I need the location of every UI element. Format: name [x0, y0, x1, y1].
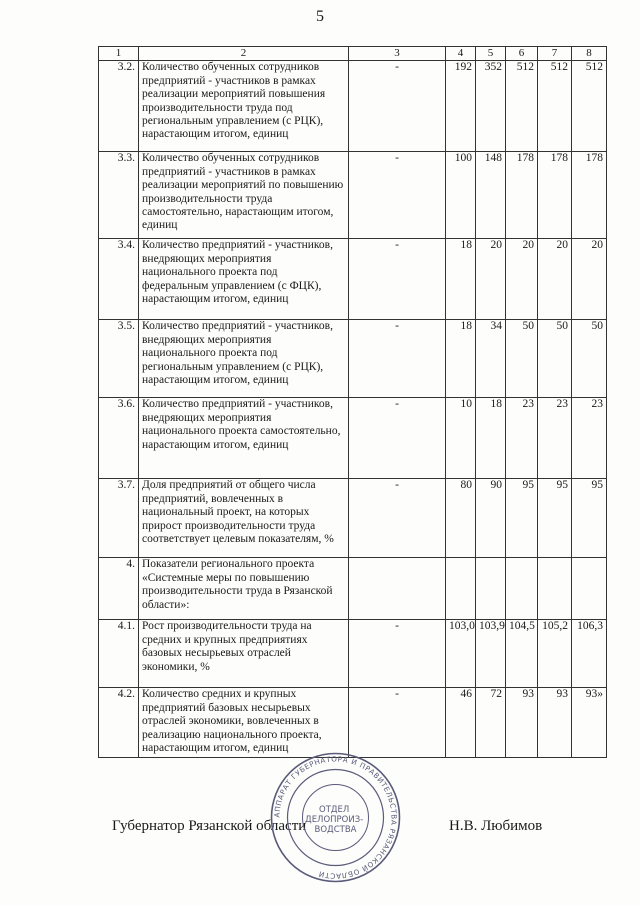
- row-number: 3.4.: [99, 239, 139, 320]
- year-value: 20: [476, 239, 506, 320]
- header-cell: 5: [476, 47, 506, 61]
- year-value: [506, 558, 538, 620]
- base-value: -: [349, 620, 446, 688]
- year-value: 104,5: [506, 620, 538, 688]
- year-value: 18: [446, 320, 476, 398]
- year-value: 512: [538, 61, 572, 152]
- year-value: 95: [572, 479, 607, 558]
- indicator-name: Количество обученных сотрудников предприятий - участников в рамках реализации мероприятий повышения производительности труда под региональным управлением (с РЦК), нарастающим итогом, единиц: [139, 61, 349, 152]
- table-row: [99, 239, 607, 320]
- header-cell: 1: [99, 47, 139, 61]
- row-number: 4.: [99, 558, 139, 620]
- table-row: [99, 152, 607, 239]
- year-value: 103,0: [446, 620, 476, 688]
- page-number: 5: [316, 8, 324, 25]
- indicator-name: Количество обученных сотрудников предприятий - участников в рамках реализации мероприятий по повышению производительности труда самостоятельно, нарастающим итогом, единиц: [139, 152, 349, 239]
- year-value: 178: [572, 152, 607, 239]
- year-value: 20: [538, 239, 572, 320]
- row-number: 4.2.: [99, 688, 139, 758]
- year-value: 72: [476, 688, 506, 758]
- table-row: [99, 320, 607, 398]
- year-value: 50: [538, 320, 572, 398]
- year-value: 34: [476, 320, 506, 398]
- year-value: 93: [506, 688, 538, 758]
- indicator-name: Показатели регионального проекта «Системные меры по повышению производительности труда в Рязанской области»:: [139, 558, 349, 620]
- year-value: 93: [538, 688, 572, 758]
- table-row: [99, 398, 607, 479]
- indicator-name: Количество предприятий - участников, внедряющих мероприятия национального проекта самостоятельно, нарастающим итогом, единиц: [139, 398, 349, 479]
- signatory-position: Губернатор Рязанской области: [112, 818, 307, 834]
- row-number: 3.6.: [99, 398, 139, 479]
- indicator-name: Рост производительности труда на средних и крупных предприятиях базовых несырьевых отраслей экономики, %: [139, 620, 349, 688]
- row-number: 4.1.: [99, 620, 139, 688]
- indicator-name: Доля предприятий от общего числа предприятий, вовлеченных в национальный проект, на которых прирост производительности труда соответствует целевым показателям, %: [139, 479, 349, 558]
- indicator-name: Количество предприятий - участников, внедряющих мероприятия национального проекта под региональным управлением (с РЦК), нарастающим итогом, единиц: [139, 320, 349, 398]
- year-value: 18: [446, 239, 476, 320]
- base-value: -: [349, 61, 446, 152]
- base-value: -: [349, 320, 446, 398]
- year-value: 46: [446, 688, 476, 758]
- table-row: [99, 61, 607, 152]
- year-value: 90: [476, 479, 506, 558]
- year-value: 178: [506, 152, 538, 239]
- indicator-name: Количество средних и крупных предприятий базовых несырьевых отраслей экономики, вовлеченных в реализацию национального проекта, нарастающим итогом, единиц: [139, 688, 349, 758]
- table-header-row: [99, 47, 607, 61]
- year-value: 352: [476, 61, 506, 152]
- year-value: 106,3: [572, 620, 607, 688]
- year-value: 192: [446, 61, 476, 152]
- table-row: [99, 479, 607, 558]
- year-value: 80: [446, 479, 476, 558]
- header-cell: 6: [506, 47, 538, 61]
- year-value: 23: [572, 398, 607, 479]
- base-value: -: [349, 239, 446, 320]
- row-number: 3.7.: [99, 479, 139, 558]
- year-value: 103,9: [476, 620, 506, 688]
- year-value: 95: [506, 479, 538, 558]
- header-cell: 3: [349, 47, 446, 61]
- year-value: 178: [538, 152, 572, 239]
- header-cell: 8: [572, 47, 607, 61]
- table-row: [99, 620, 607, 688]
- year-value: [446, 558, 476, 620]
- year-value: 148: [476, 152, 506, 239]
- year-value: 512: [572, 61, 607, 152]
- base-value: -: [349, 688, 446, 758]
- table-row: [99, 558, 607, 620]
- year-value: 20: [506, 239, 538, 320]
- year-value: 23: [506, 398, 538, 479]
- year-value: 20: [572, 239, 607, 320]
- year-value: 95: [538, 479, 572, 558]
- official-stamp: [268, 750, 403, 885]
- year-value: 50: [572, 320, 607, 398]
- base-value: [349, 558, 446, 620]
- year-value: [476, 558, 506, 620]
- base-value: -: [349, 152, 446, 239]
- indicator-name: Количество предприятий - участников, внедряющих мероприятия национального проекта под федеральным управлением (с ФЦК), нарастающим итогом, единиц: [139, 239, 349, 320]
- table-row: [99, 688, 607, 758]
- year-value: 10: [446, 398, 476, 479]
- svg-text:ОТДЕЛ ДЕЛОПРОИЗ- В: ОТДЕЛ ДЕЛОПРОИЗ- ВОДСТВА: [305, 805, 364, 835]
- year-value: 18: [476, 398, 506, 479]
- year-value: 23: [538, 398, 572, 479]
- year-value: 512: [506, 61, 538, 152]
- row-number: 3.5.: [99, 320, 139, 398]
- year-value: 105,2: [538, 620, 572, 688]
- row-number: 3.3.: [99, 152, 139, 239]
- year-value: [572, 558, 607, 620]
- header-cell: 7: [538, 47, 572, 61]
- year-value: 50: [506, 320, 538, 398]
- stamp-outer-text: АППАРАТ ГУБЕРНАТОРА И ПРАВИТЕЛЬСТВА РЯЗАНСКОЙ ОБЛАСТИ: [272, 754, 399, 881]
- row-number: 3.2.: [99, 61, 139, 152]
- signatory-name: Н.В. Любимов: [449, 818, 543, 834]
- base-value: -: [349, 479, 446, 558]
- header-cell: 2: [139, 47, 349, 61]
- year-value: 93»: [572, 688, 607, 758]
- indicators-table: [98, 46, 607, 758]
- header-cell: 4: [446, 47, 476, 61]
- base-value: -: [349, 398, 446, 479]
- year-value: [538, 558, 572, 620]
- year-value: 100: [446, 152, 476, 239]
